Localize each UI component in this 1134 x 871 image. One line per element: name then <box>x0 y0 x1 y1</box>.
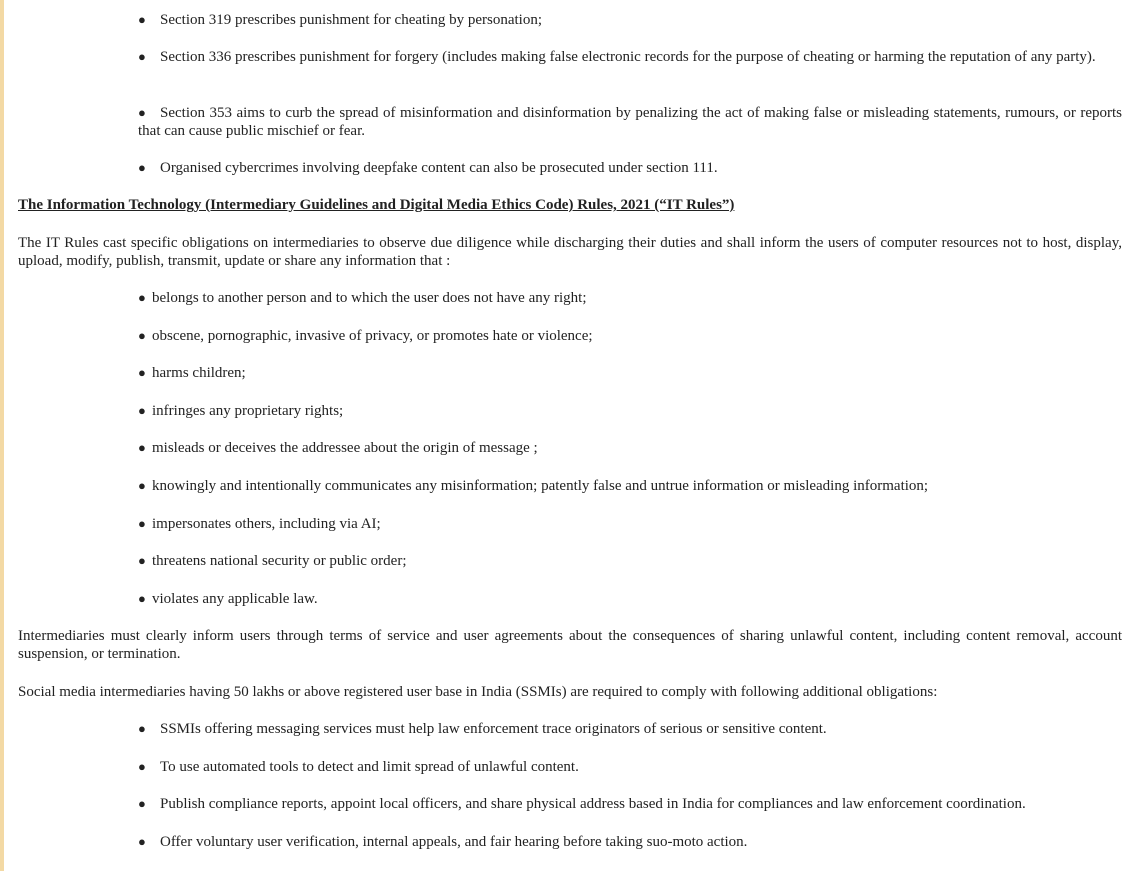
section-bullet: ● Section 319 prescribes punishment for cheating by personation; <box>138 12 542 28</box>
prohibited-list-item: ● infringes any proprietary rights; <box>138 403 344 419</box>
section-bullet: ● Organised cybercrimes involving deepfake content can also be prosecuted under section 111. <box>138 160 718 176</box>
section-bullet: ● Section 353 aims to curb the spread of misinformation and disinformation by penalizing the act of making false or misleading statements, rumours, or reports that can cause public mischief or fear. <box>138 105 1122 139</box>
it-rules-intro-paragraph: The IT Rules cast specific obligations on intermediaries to observe due diligence while discharging their duties and shall inform the users of computer resources not to host, display, upload, modify, publish, transmit, update or share any information that : <box>18 235 1122 269</box>
prohibited-list-item: ● harms children; <box>138 365 246 381</box>
bullet-dot-icon: ● <box>138 12 146 27</box>
prohibited-list-item: ● threatens national security or public order; <box>138 553 407 569</box>
it-rules-heading: The Information Technology (Intermediary Guidelines and Digital Media Ethics Code) Rules, 2021 (“IT Rules”) <box>18 197 735 213</box>
ssmi-bullet: ● Offer voluntary user verification, internal appeals, and fair hearing before taking suo-moto action. <box>138 834 748 850</box>
bullet-dot-icon: ● <box>138 440 146 455</box>
prohibited-list-item: ● knowingly and intentionally communicates any misinformation; patently false and untrue information or misleading information; <box>138 478 929 494</box>
ssmi-bullet: ● To use automated tools to detect and limit spread of unlawful content. <box>138 759 579 775</box>
bullet-dot-icon: ● <box>138 160 146 175</box>
bullet-dot-icon: ● <box>138 478 146 493</box>
ssmi-bullet: ● SSMIs offering messaging services must help law enforcement trace originators of serious or sensitive content. <box>138 721 827 737</box>
bullet-dot-icon: ● <box>138 49 146 64</box>
left-border-decoration <box>0 0 4 871</box>
bullet-dot-icon: ● <box>138 796 146 811</box>
bullet-dot-icon: ● <box>138 591 146 606</box>
prohibited-list-item: ● misleads or deceives the addressee about the origin of message ; <box>138 440 538 456</box>
prohibited-list-item: ● impersonates others, including via AI; <box>138 516 381 532</box>
prohibited-list-item: ● obscene, pornographic, invasive of privacy, or promotes hate or violence; <box>138 328 593 344</box>
prohibited-list-item: ● violates any applicable law. <box>138 591 318 607</box>
ssmi-bullet: ● Publish compliance reports, appoint local officers, and share physical address based in India for compliances and law enforcement coordination. <box>138 796 1026 812</box>
intermediaries-paragraph: Intermediaries must clearly inform users through terms of service and user agreements about the consequences of sharing unlawful content, including content removal, account suspension, or termination. <box>18 628 1122 662</box>
bullet-dot-icon: ● <box>138 403 146 418</box>
bullet-dot-icon: ● <box>138 290 146 305</box>
bullet-dot-icon: ● <box>138 834 146 849</box>
bullet-dot-icon: ● <box>138 759 146 774</box>
ssmi-paragraph: Social media intermediaries having 50 lakhs or above registered user base in India (SSMIs) are required to comply with following additional obligations: <box>18 684 938 700</box>
bullet-dot-icon: ● <box>138 328 146 343</box>
bullet-dot-icon: ● <box>138 516 146 531</box>
section-bullet: ● Section 336 prescribes punishment for forgery (includes making false electronic records for the purpose of cheating or harming the reputation of any party). <box>138 49 1096 65</box>
prohibited-list-item: ● belongs to another person and to which the user does not have any right; <box>138 290 587 306</box>
bullet-dot-icon: ● <box>138 553 146 568</box>
bullet-dot-icon: ● <box>138 721 146 736</box>
bullet-dot-icon: ● <box>138 365 146 380</box>
bullet-dot-icon: ● <box>138 105 146 120</box>
